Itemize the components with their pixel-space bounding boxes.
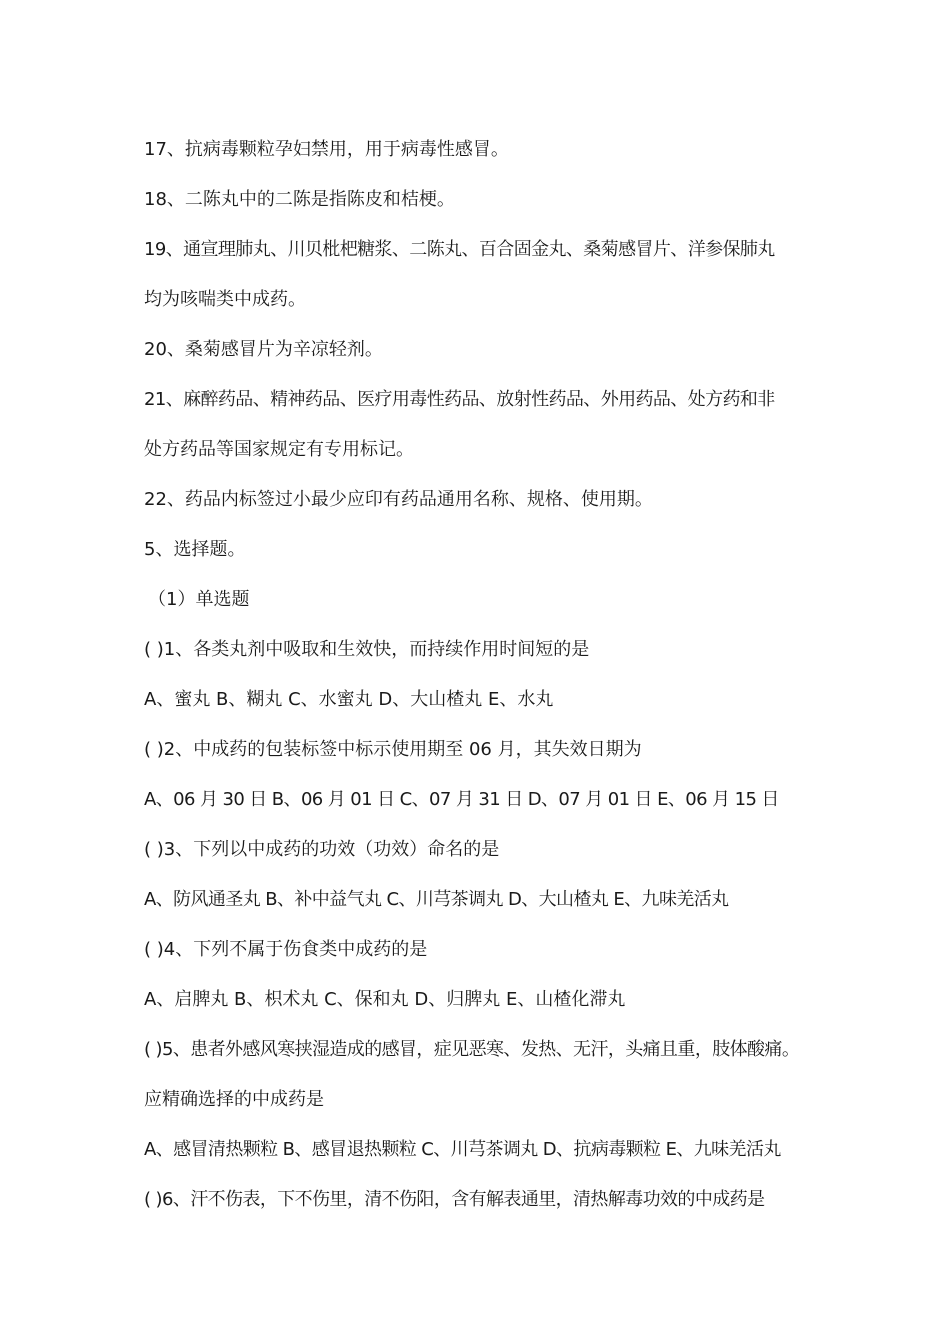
question-5: ( )5、患者外感风寒挟湿造成的感冒，症见恶寒、发热、无汗，头痛且重，肢体酸痛。 <box>144 1039 800 1060</box>
text-line-19-cont: 均为咳喘类中成药。 <box>144 289 306 310</box>
question-2: ( )2、中成药的包装标签中标示使用期至 06 月，其失效日期为 <box>144 739 642 760</box>
subsection-heading: （1）单选题 <box>148 589 250 610</box>
question-3: ( )3、下列以中成药的功效（功效）命名的是 <box>144 839 500 860</box>
question-1: ( )1、各类丸剂中吸取和生效快，而持续作用时间短的是 <box>144 639 590 660</box>
question-4: ( )4、下列不属于伤食类中成药的是 <box>144 939 428 960</box>
text-line-21-cont: 处方药品等国家规定有专用标记。 <box>144 439 414 460</box>
question-1-options: A、蜜丸 B、糊丸 C、水蜜丸 D、大山楂丸 E、水丸 <box>144 689 554 710</box>
question-5-options: A、感冒清热颗粒 B、感冒退热颗粒 C、川芎茶调丸 D、抗病毒颗粒 E、九味羌活丸 <box>144 1139 781 1160</box>
text-line-19: 19、通宣理肺丸、川贝枇杷糖浆、二陈丸、百合固金丸、桑菊感冒片、洋参保肺丸 <box>144 239 775 260</box>
question-4-options: A、启脾丸 B、枳术丸 C、保和丸 D、归脾丸 E、山楂化滞丸 <box>144 989 626 1010</box>
text-line-20: 20、桑菊感冒片为辛凉轻剂。 <box>144 339 383 360</box>
text-line-18: 18、二陈丸中的二陈是指陈皮和桔梗。 <box>144 189 455 210</box>
document-body <box>144 133 824 1233</box>
section-heading: 5、选择题。 <box>144 539 246 560</box>
text-line-21: 21、麻醉药品、精神药品、医疗用毒性药品、放射性药品、外用药品、处方药和非 <box>144 389 775 410</box>
question-3-options: A、防风通圣丸 B、补中益气丸 C、川芎茶调丸 D、大山楂丸 E、九味羌活丸 <box>144 889 729 910</box>
text-line-22: 22、药品内标签过小最少应印有药品通用名称、规格、使用期。 <box>144 489 653 510</box>
question-2-options: A、06 月 30 日 B、06 月 01 日 C、07 月 31 日 D、07 月 01 日 E、06 月 15 日 <box>144 789 779 810</box>
question-6: ( )6、汗不伤表，下不伤里，清不伤阳，含有解表通里，清热解毒功效的中成药是 <box>144 1189 765 1210</box>
question-5-cont: 应精确选择的中成药是 <box>144 1089 324 1110</box>
text-line-17: 17、抗病毒颗粒孕妇禁用，用于病毒性感冒。 <box>144 139 509 160</box>
